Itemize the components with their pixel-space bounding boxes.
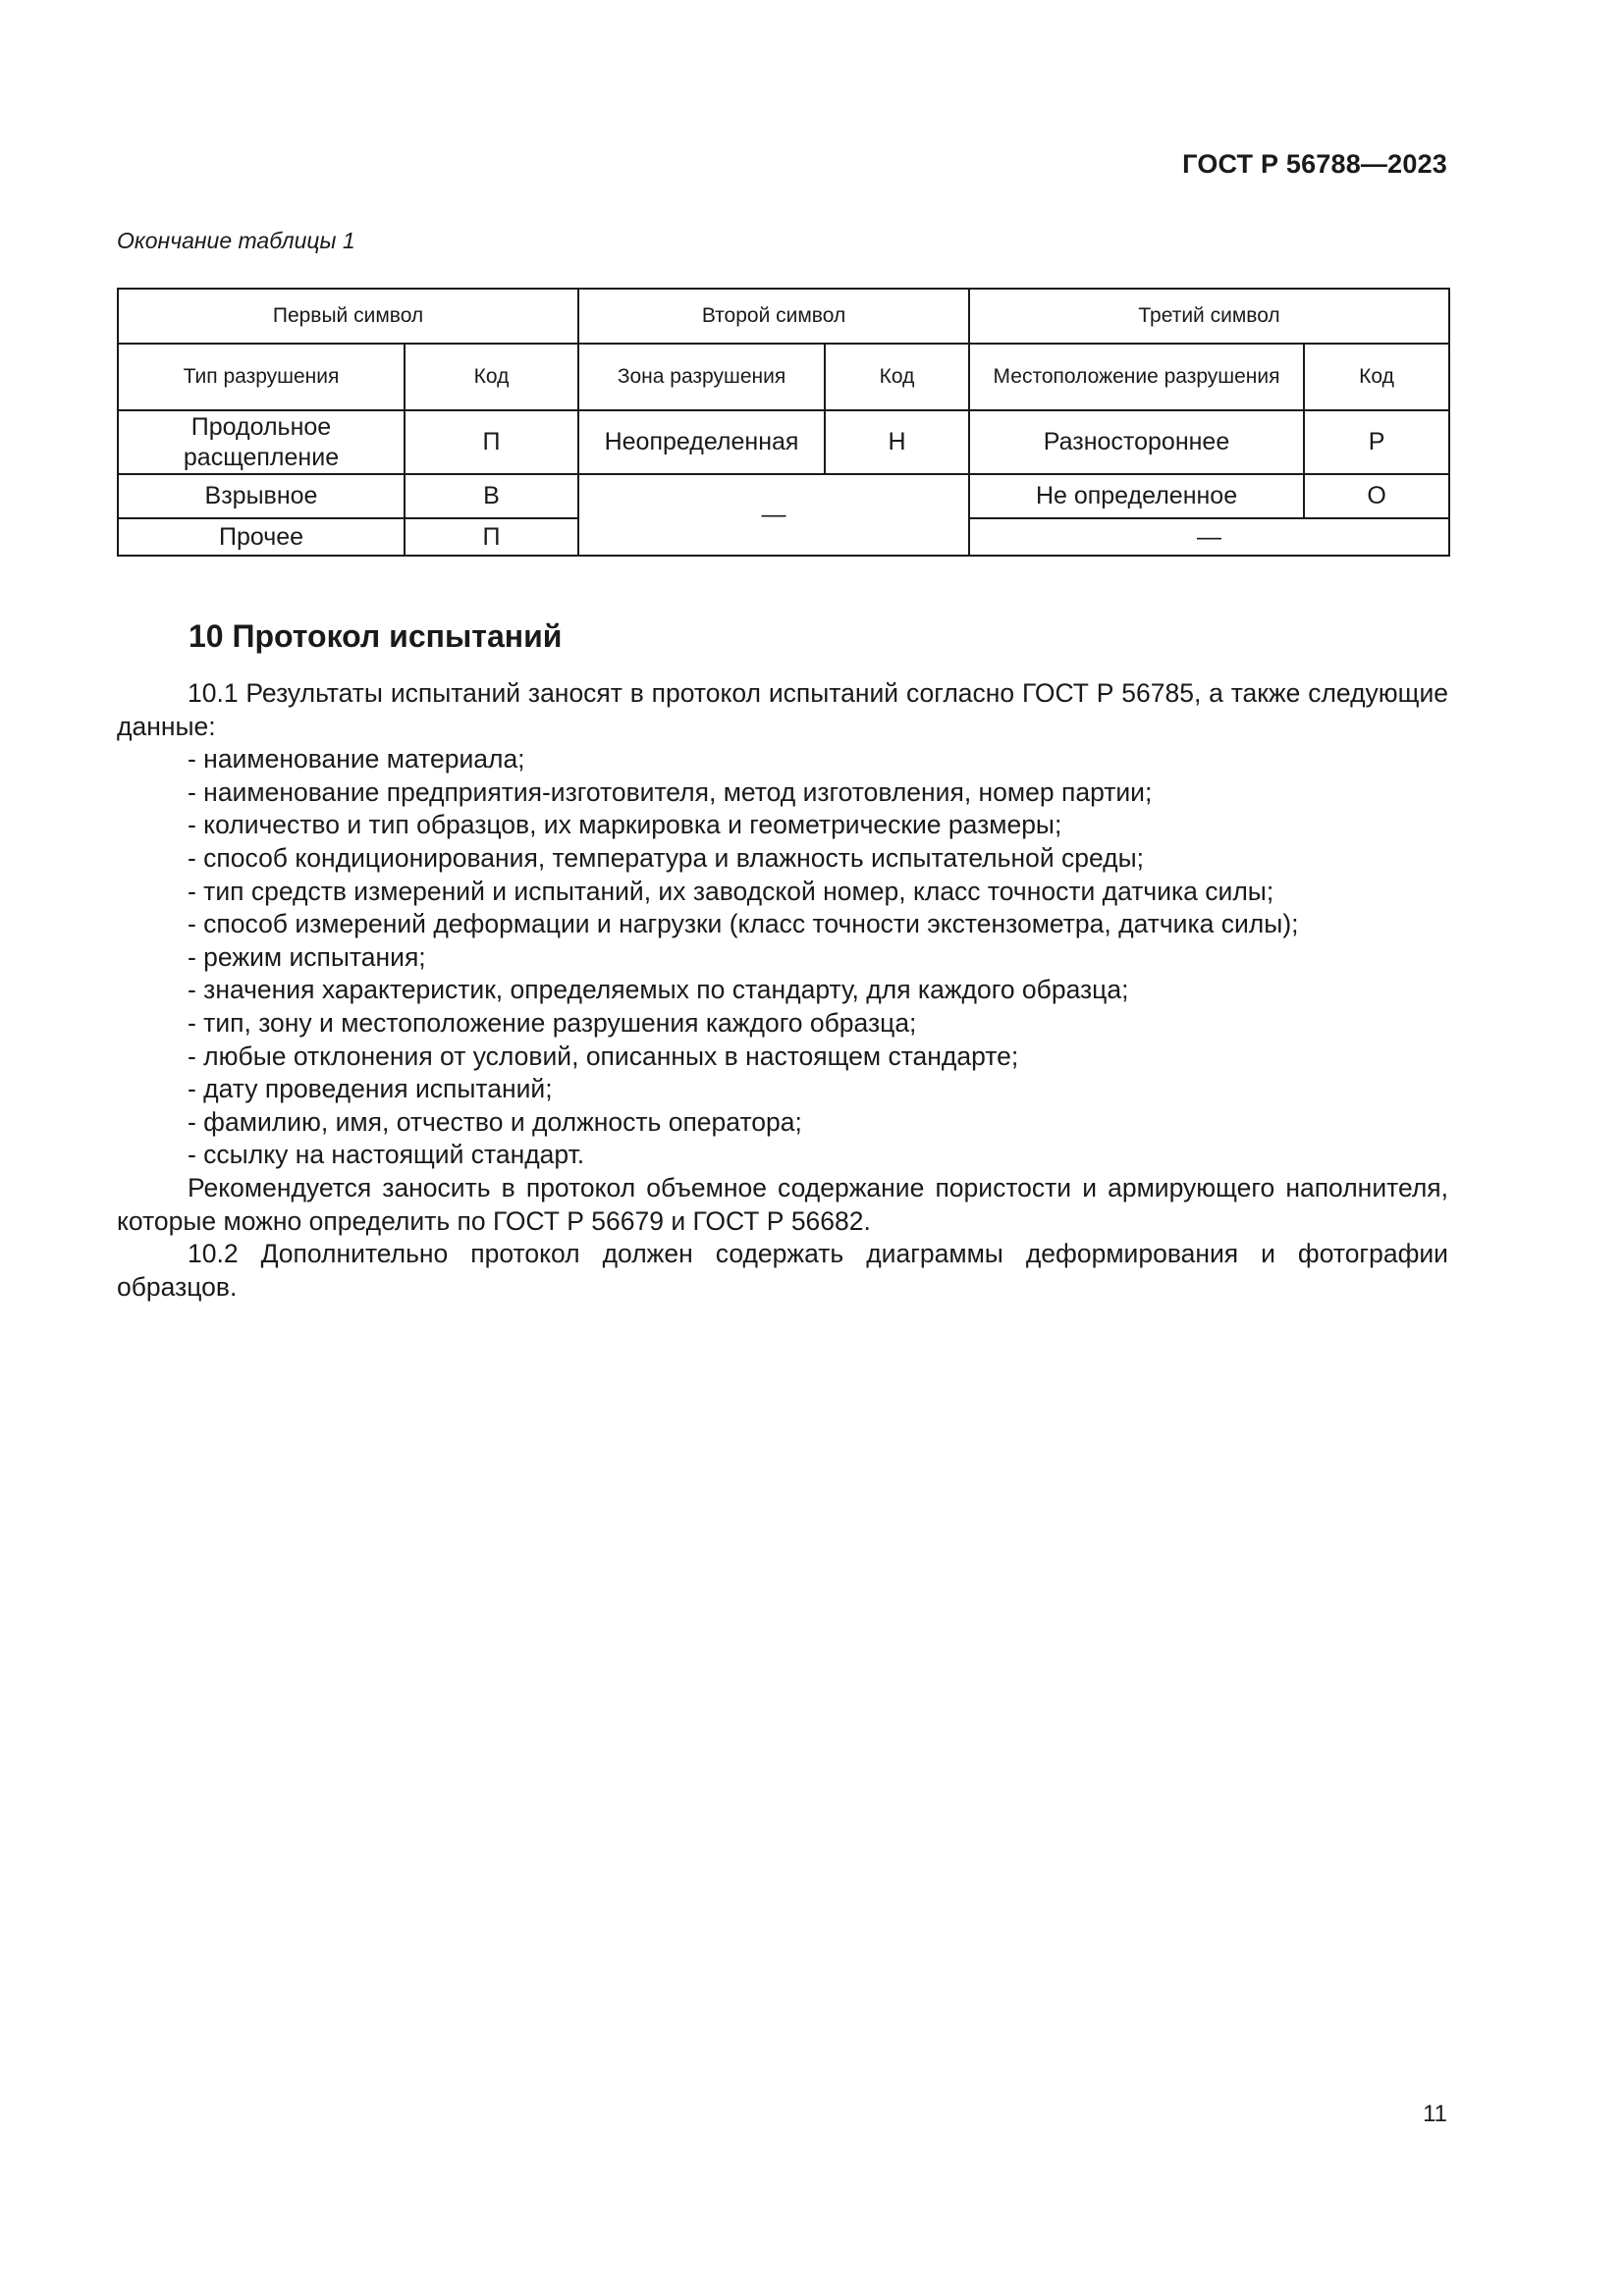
subheader-location-code: Код xyxy=(1304,344,1449,410)
table-caption: Окончание таблицы 1 xyxy=(117,228,355,253)
table-row xyxy=(118,410,1449,474)
list-item: - ссылку на настоящий стандарт. xyxy=(188,1140,585,1170)
cell-type-code: В xyxy=(405,474,578,518)
subheader-failure-location: Местоположение разрушения xyxy=(969,344,1304,410)
subheader-failure-zone: Зона разрушения xyxy=(578,344,825,410)
list-item: - режим испытания; xyxy=(188,941,426,972)
cell-zone-code: Н xyxy=(825,410,969,474)
list-item: - тип средств измерений и испытаний, их заводской номер, класс точности датчика силы; xyxy=(188,876,1274,906)
list-item: - любые отклонения от условий, описанных в настоящем стандарте; xyxy=(188,1041,1019,1071)
cell-location-code: О xyxy=(1304,474,1449,518)
subheader-type-code: Код xyxy=(405,344,578,410)
section-body xyxy=(117,677,1448,1304)
list-item: - дату проведения испытаний; xyxy=(188,1074,553,1104)
list-item: - фамилию, имя, отчество и должность оператора; xyxy=(188,1106,802,1137)
cell-location-dash: — xyxy=(969,518,1449,556)
subheader-zone-code: Код xyxy=(825,344,969,410)
table-row xyxy=(118,474,1449,518)
cell-location-code: Р xyxy=(1304,410,1449,474)
table-subheader-row xyxy=(118,344,1449,410)
cell-zone-dash: — xyxy=(578,474,969,556)
list-item: - способ измерений деформации и нагрузки (класс точности экстензометра, датчика силы); xyxy=(188,909,1299,939)
cell-failure-location: Разностороннее xyxy=(969,410,1304,474)
cell-failure-location: Не определенное xyxy=(969,474,1304,518)
page-number: 11 xyxy=(1423,2101,1447,2127)
paragraph-10-2: 10.2 Дополнительно протокол должен содержать диаграммы деформирования и фотографии образцов. xyxy=(117,1239,1448,1302)
table-group-header-row xyxy=(118,289,1449,344)
group-header-first-symbol: Первый символ xyxy=(118,289,578,344)
list-item: - наименование предприятия-изготовителя, метод изготовления, номер партии; xyxy=(188,776,1153,807)
group-header-second-symbol: Второй символ xyxy=(578,289,969,344)
list-item: - наименование материала; xyxy=(188,744,525,774)
document-code: ГОСТ Р 56788—2023 xyxy=(1182,149,1447,179)
cell-failure-zone: Неопределенная xyxy=(578,410,825,474)
list-item: - количество и тип образцов, их маркировка и геометрические размеры; xyxy=(188,810,1062,840)
list-item: - значения характеристик, определяемых по стандарту, для каждого образца; xyxy=(188,975,1129,1005)
cell-type-code: П xyxy=(405,410,578,474)
cell-failure-type: Продольное расщепление xyxy=(118,410,405,474)
list-item: - способ кондиционирования, температура и влажность испытательной среды; xyxy=(188,842,1145,873)
group-header-third-symbol: Третий символ xyxy=(969,289,1449,344)
failure-codes-table xyxy=(117,288,1450,557)
paragraph-recommendation: Рекомендуется заносить в протокол объемное содержание пористости и армирующего наполнителя, которые можно определить по ГОСТ Р 56679 и ГОСТ Р 56682. xyxy=(117,1172,1448,1236)
cell-failure-type: Взрывное xyxy=(118,474,405,518)
paragraph-10-1: 10.1 Результаты испытаний заносят в протокол испытаний согласно ГОСТ Р 56785, а также следующие данные: xyxy=(117,678,1448,741)
section-title: 10 Протокол испытаний xyxy=(189,618,563,654)
list-item: - тип, зону и местоположение разрушения каждого образца; xyxy=(188,1007,917,1038)
cell-type-code: П xyxy=(405,518,578,556)
cell-failure-type: Прочее xyxy=(118,518,405,556)
protocol-data-list xyxy=(117,743,1448,1172)
subheader-failure-type: Тип разрушения xyxy=(118,344,405,410)
